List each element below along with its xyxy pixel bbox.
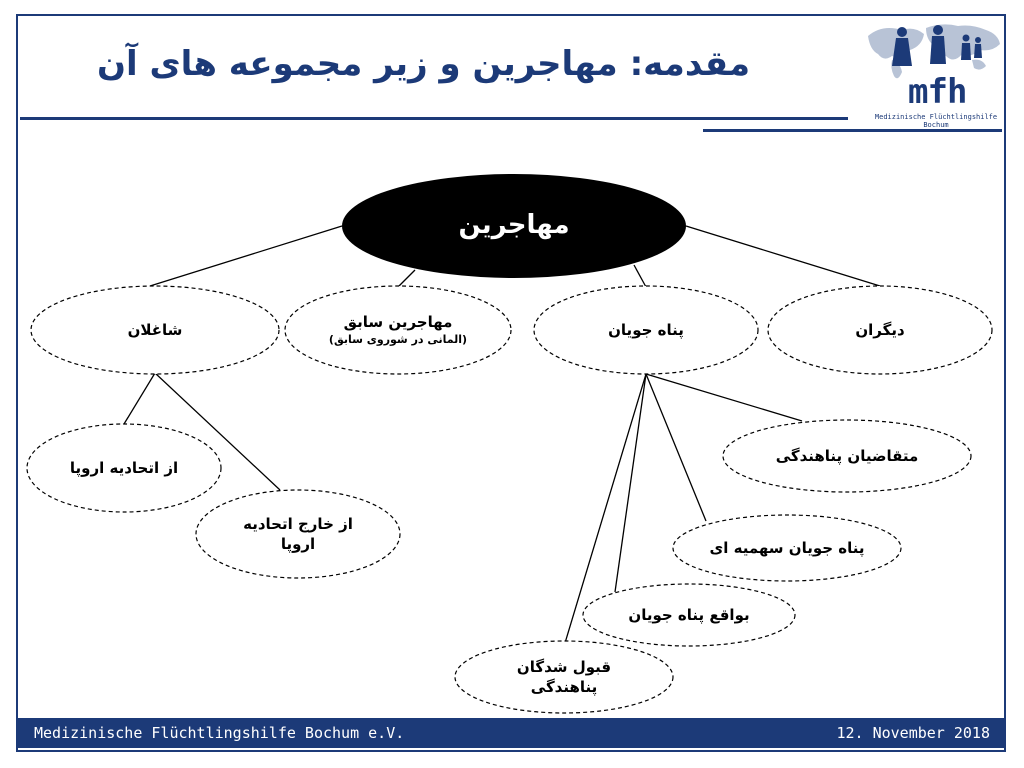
asylum-applicants-node (723, 420, 971, 492)
accepted-refugees-label-line2: پناهندگی (530, 678, 598, 696)
connector-root-others (686, 226, 880, 286)
accepted-refugees-node (455, 641, 673, 713)
connector-asylum-quota (646, 374, 706, 521)
workers-node (31, 286, 279, 374)
eu-workers-node (27, 424, 221, 512)
non-eu-workers-label-line1: از خارج اتحادیه (243, 514, 353, 533)
non-eu-workers-node (196, 490, 400, 578)
workers-node-label: شاغلان (127, 320, 183, 339)
connector-workers-eu (124, 373, 155, 424)
others-node (768, 286, 992, 374)
former-immigrants-label: مهاجرین سابق (343, 313, 453, 332)
actual-refugees-node (583, 584, 795, 646)
actual-refugees-label: بواقع پناه جویان (628, 605, 750, 624)
footer-organization: Medizinische Flüchtlingshilfe Bochum e.V. (34, 724, 405, 742)
root-node (342, 174, 686, 278)
non-eu-workers-label-line2: اروپا (280, 535, 316, 553)
connector-root-workers (150, 226, 342, 286)
former-immigrants-note: (المانی در شوروی سابق) (328, 332, 468, 346)
quota-refugees-node (673, 515, 901, 581)
slide-title: مقدمه: مهاجرین و زیر مجموعه های آن (96, 44, 750, 84)
logo-subtitle: Medizinische Flüchtlingshilfe Bochum (874, 113, 998, 129)
asylum-seekers-node (534, 286, 758, 374)
former-immigrants-node (285, 286, 511, 374)
connector-asylum-actual (615, 374, 646, 592)
quota-refugees-label: پناه جویان سهمیه ای (709, 538, 865, 557)
others-label: دیگران (855, 320, 905, 339)
accepted-refugees-label-line1: قبول شدگان (516, 657, 612, 676)
logo-text: mfh (908, 72, 967, 112)
asylum-applicants-label: متقاضیان پناهندگی (775, 446, 919, 465)
eu-workers-label: از اتحادیه اروپا (69, 458, 179, 477)
asylum-seekers-label: پناه جویان (608, 320, 684, 339)
footer-date: 12. November 2018 (836, 724, 990, 742)
connector-asylum-applicants (646, 374, 802, 421)
root-node-label: مهاجرین (458, 210, 570, 241)
footer-bar (18, 718, 1006, 748)
